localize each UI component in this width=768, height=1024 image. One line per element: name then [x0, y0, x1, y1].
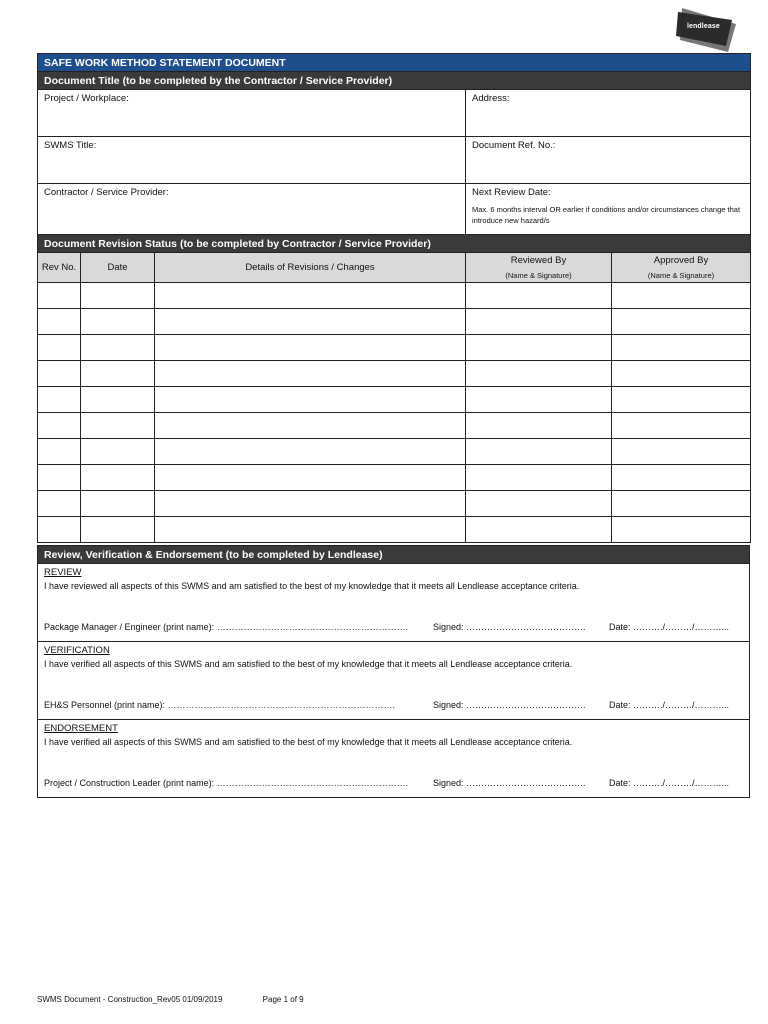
next-review-label: Next Review Date:	[472, 187, 551, 198]
rev-cell[interactable]	[38, 517, 81, 543]
date-cell[interactable]	[81, 491, 155, 517]
col-date: Date	[81, 253, 155, 283]
doc-title-bar: SAFE WORK METHOD STATEMENT DOCUMENT	[38, 54, 751, 72]
review-signed[interactable]: Signed: ………………………………….	[433, 622, 586, 632]
lendlease-logo	[676, 6, 736, 52]
reviewed-cell[interactable]	[466, 361, 612, 387]
review-statement: I have reviewed all aspects of this SWMS and am satisfied to the best of my knowledge that it meets all Lendlease acceptance criteria.	[44, 581, 580, 591]
revision-rows	[38, 283, 751, 543]
doc-ref-label: Document Ref. No.:	[472, 140, 556, 151]
footer-doc-ref: SWMS Document - Construction_Rev05 01/09/2019	[37, 995, 223, 1004]
rev-cell[interactable]	[38, 439, 81, 465]
rev-cell[interactable]	[38, 491, 81, 517]
rev-cell[interactable]	[38, 413, 81, 439]
date-cell[interactable]	[81, 309, 155, 335]
reviewed-by-label: Reviewed By	[510, 255, 567, 266]
rev-cell[interactable]	[38, 361, 81, 387]
approved-cell[interactable]	[612, 517, 751, 543]
col-rev-no: Rev No.	[38, 253, 81, 283]
date-cell[interactable]	[81, 283, 155, 309]
reviewed-cell[interactable]	[466, 517, 612, 543]
verification-signed[interactable]: Signed: ………………………………….	[433, 700, 586, 710]
address-label: Address:	[472, 93, 510, 104]
revision-row	[38, 439, 751, 465]
section-title-revision: Document Revision Status (to be completed by Contractor / Service Provider)	[38, 235, 751, 253]
date-cell[interactable]	[81, 413, 155, 439]
next-review-field[interactable]	[466, 184, 751, 235]
rev-cell[interactable]	[38, 335, 81, 361]
project-field[interactable]	[38, 90, 466, 137]
verification-section	[38, 642, 750, 720]
endorsement-date[interactable]: Date: ………./………/………...	[609, 778, 730, 788]
revision-row	[38, 491, 751, 517]
next-review-note: Max. 6 months interval OR earlier if conditions and/or circumstances change that introduce new hazard/s	[472, 205, 741, 225]
endorsement-statement: I have verified all aspects of this SWMS and am satisfied to the best of my knowledge that it meets all Lendlease acceptance criteria.	[44, 737, 573, 747]
address-field[interactable]	[466, 90, 751, 137]
date-cell[interactable]	[81, 361, 155, 387]
details-cell[interactable]	[155, 283, 466, 309]
review-date[interactable]: Date: ………./………/………...	[609, 622, 730, 632]
reviewed-cell[interactable]	[466, 491, 612, 517]
endorsement-print-name[interactable]: Project / Construction Leader (print name): ……………………………………………………….	[44, 778, 409, 788]
date-cell[interactable]	[81, 387, 155, 413]
revision-row	[38, 465, 751, 491]
revision-row	[38, 361, 751, 387]
doc-ref-field[interactable]	[466, 137, 751, 184]
revision-row	[38, 517, 751, 543]
rev-cell[interactable]	[38, 387, 81, 413]
date-cell[interactable]	[81, 465, 155, 491]
col-details: Details of Revisions / Changes	[155, 253, 466, 283]
date-cell[interactable]	[81, 439, 155, 465]
verification-heading: VERIFICATION	[44, 645, 110, 656]
revision-row	[38, 335, 751, 361]
review-signature-line	[44, 622, 743, 634]
details-cell[interactable]	[155, 491, 466, 517]
date-cell[interactable]	[81, 335, 155, 361]
approved-by-sub: (Name & Signature)	[647, 271, 715, 280]
approved-cell[interactable]	[612, 387, 751, 413]
approved-cell[interactable]	[612, 335, 751, 361]
details-cell[interactable]	[155, 439, 466, 465]
project-label: Project / Workplace:	[44, 93, 129, 104]
reviewed-by-sub: (Name & Signature)	[505, 271, 572, 280]
details-cell[interactable]	[155, 517, 466, 543]
rev-cell[interactable]	[38, 465, 81, 491]
endorsement-signature-line	[44, 778, 743, 790]
details-cell[interactable]	[155, 361, 466, 387]
endorsement-heading: ENDORSEMENT	[44, 723, 118, 734]
reviewed-cell[interactable]	[466, 283, 612, 309]
approved-cell[interactable]	[612, 309, 751, 335]
reviewed-cell[interactable]	[466, 413, 612, 439]
details-cell[interactable]	[155, 335, 466, 361]
endorsement-section	[38, 720, 750, 798]
approved-cell[interactable]	[612, 413, 751, 439]
review-print-name[interactable]: Package Manager / Engineer (print name): ……………………………………………………….	[44, 622, 409, 632]
review-heading: REVIEW	[44, 567, 82, 578]
date-cell[interactable]	[81, 517, 155, 543]
verification-date[interactable]: Date: ………./………/………...	[609, 700, 730, 710]
revision-row	[38, 413, 751, 439]
rev-cell[interactable]	[38, 283, 81, 309]
reviewed-cell[interactable]	[466, 465, 612, 491]
col-approved-by	[612, 253, 751, 283]
approved-cell[interactable]	[612, 465, 751, 491]
reviewed-cell[interactable]	[466, 335, 612, 361]
section-title-review: Review, Verification & Endorsement (to be completed by Lendlease)	[38, 546, 750, 564]
endorsement-signed[interactable]: Signed: ………………………………….	[433, 778, 586, 788]
details-cell[interactable]	[155, 309, 466, 335]
logo-text: lendlease	[687, 23, 720, 30]
reviewed-cell[interactable]	[466, 439, 612, 465]
approved-cell[interactable]	[612, 439, 751, 465]
revision-row	[38, 309, 751, 335]
approved-by-label: Approved By	[653, 255, 709, 266]
contractor-field[interactable]	[38, 184, 466, 235]
details-cell[interactable]	[155, 387, 466, 413]
verification-statement: I have verified all aspects of this SWMS and am satisfied to the best of my knowledge that it meets all Lendlease acceptance criteria.	[44, 659, 573, 669]
reviewed-cell[interactable]	[466, 309, 612, 335]
verification-print-name[interactable]: EH&S Personnel (print name): ………………………………………………………………….	[44, 700, 396, 710]
review-section	[38, 564, 750, 642]
revision-row	[38, 387, 751, 413]
rev-cell[interactable]	[38, 309, 81, 335]
approved-cell[interactable]	[612, 361, 751, 387]
footer-page-number: Page 1 of 9	[262, 995, 304, 1004]
approved-cell[interactable]	[612, 491, 751, 517]
approved-cell[interactable]	[612, 283, 751, 309]
page-footer	[37, 995, 342, 1004]
swms-title-label: SWMS Title:	[44, 140, 97, 151]
reviewed-cell[interactable]	[466, 387, 612, 413]
revision-row	[38, 283, 751, 309]
review-table	[37, 545, 750, 798]
contractor-label: Contractor / Service Provider:	[44, 187, 169, 198]
details-cell[interactable]	[155, 465, 466, 491]
swms-title-field[interactable]	[38, 137, 466, 184]
document-title-table	[37, 53, 751, 543]
details-cell[interactable]	[155, 413, 466, 439]
verification-signature-line	[44, 700, 743, 712]
section-title-document: Document Title (to be completed by the Contractor / Service Provider)	[38, 72, 751, 90]
col-reviewed-by	[466, 253, 612, 283]
